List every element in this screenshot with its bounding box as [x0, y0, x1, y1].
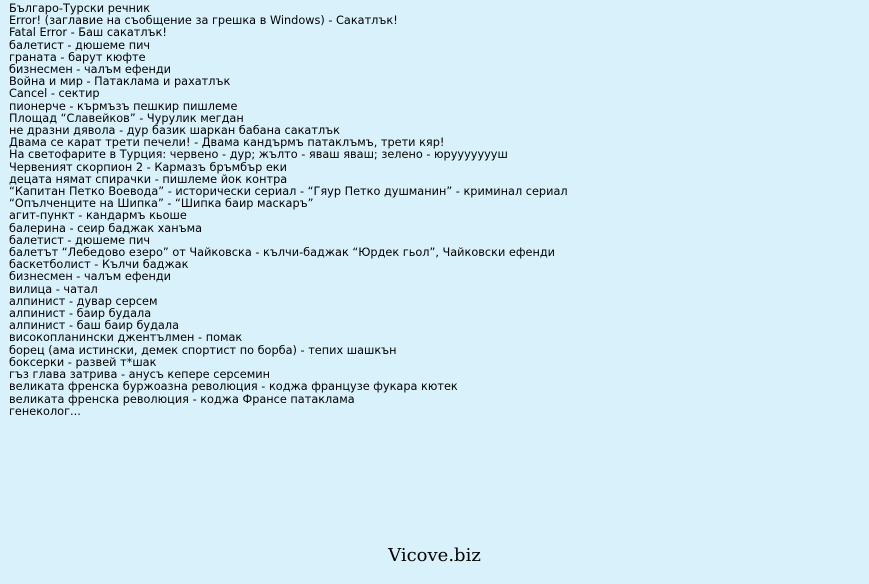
dictionary-entry: Двама се карат трети печели! - Двама кандърмъ патаклъмъ, трети кяр!	[9, 136, 445, 150]
dictionary-entry: балетът “Лебедово езеро” от Чайковска - кълчи-баджак “Юрдек гьол”, Чайковски ефенди	[9, 246, 555, 260]
dictionary-entry: Площад “Славейков” - Чурулик мегдан	[9, 111, 244, 125]
dictionary-entry: баскетболист - Кълчи баджак	[9, 258, 189, 272]
dictionary-entry: агит-пункт - кандармъ кьоше	[9, 209, 187, 223]
dictionary-entry: бизнесмен - чалъм ефенди	[9, 63, 171, 77]
dictionary-entry: алпинист - дувар серсем	[9, 294, 158, 308]
dictionary-entry: граната - барут кюфте	[9, 50, 146, 64]
dictionary-entry: великата френска революция - коджа Франсе патаклама	[9, 392, 355, 406]
dictionary-entry: балетист - дюшеме пич	[9, 38, 151, 52]
dictionary-entry: високопланински джентълмен - помак	[9, 331, 243, 345]
dictionary-entry: “Капитан Петко Воевода” - исторически сериал - “Гяур Петко душманин” - криминал сериал	[9, 185, 568, 199]
site-watermark: Vicove.biz	[388, 545, 481, 566]
dictionary-entry: Cancel - сектир	[9, 87, 100, 101]
dictionary-entry: децата нямат спирачки - пишлеме йок контра	[9, 172, 288, 186]
dictionary-entry: На светофарите в Турция: червено - дур; жълто - яваш яваш; зелено - юруууууууш	[9, 148, 508, 162]
dictionary-entry: Война и мир - Патаклама и рахатлък	[9, 75, 231, 89]
dictionary-title: Българо-Турски речник	[9, 2, 151, 15]
dictionary-entry: Error! (заглавие на съобщение за грешка в Windows) - Сакатлък!	[9, 14, 398, 28]
dictionary-entry: великата френска буржоазна революция - коджа французе фукара кютек	[9, 380, 458, 394]
dictionary-entry: алпинист - баир будала	[9, 307, 152, 321]
dictionary-entry: пионерче - кърмъзъ пешкир пишлеме	[9, 99, 238, 113]
dictionary-entry: алпинист - баш баир будала	[9, 319, 179, 333]
dictionary-entry: не дразни дявола - дур базик шаркан бабана сакатлък	[9, 124, 340, 138]
dictionary-entry: вилица - чатал	[9, 282, 98, 296]
dictionary-entry: гъз глава затрива - анусъ кепере серсемин	[9, 368, 270, 382]
dictionary-text	[9, 3, 864, 418]
dictionary-entry: боксерки - развей т*шак	[9, 355, 157, 369]
dictionary-entry: “Опълченците на Шипка” - “Шипка баир маскаръ”	[9, 197, 314, 211]
dictionary-entry: генеколог...	[9, 404, 81, 418]
dictionary-entry: Червеният скорпион 2 - Кармазъ бръмбър еки	[9, 160, 287, 174]
dictionary-entry: борец (ама истински, демек спортист по борба) - тепих шашкън	[9, 343, 397, 357]
dictionary-entry: балерина - сеир баджак ханъма	[9, 221, 203, 235]
dictionary-entry: балетист - дюшеме пич	[9, 233, 151, 247]
dictionary-entry: бизнесмен - чалъм ефенди	[9, 270, 171, 284]
dictionary-entry: Fatal Error - Баш сакатлък!	[9, 26, 167, 40]
